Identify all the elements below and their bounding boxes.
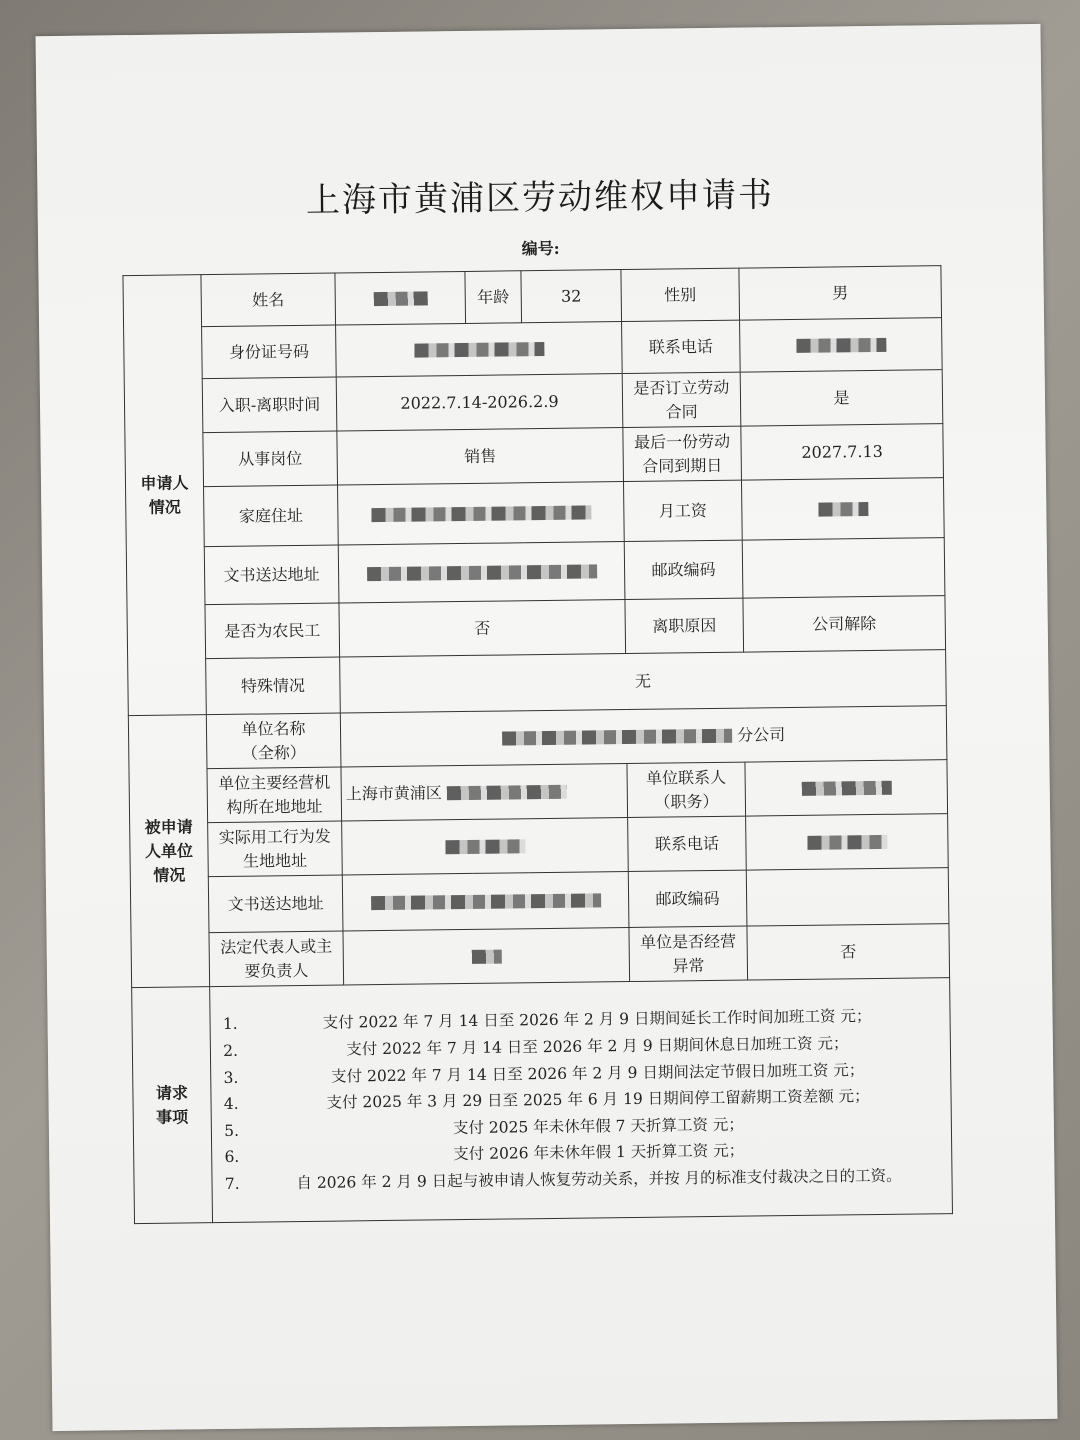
claims-cell (210, 978, 953, 1223)
redacted-respondent-service-address (371, 893, 601, 910)
document-page (36, 24, 1058, 1431)
name-value (335, 271, 466, 325)
unit-name-label: 单位名称 （全称） (206, 713, 341, 769)
business-abnormal-value: 否 (747, 924, 950, 980)
redacted-unit-contact (801, 781, 891, 796)
business-abnormal-label: 单位是否经营异常 (629, 926, 748, 981)
name-label: 姓名 (201, 273, 336, 327)
work-address-value (342, 818, 629, 875)
employment-period-value: 2022.7.14-2026.2.9 (336, 374, 623, 431)
respondent-phone-label: 联系电话 (628, 816, 747, 871)
legal-representative-label: 法定代表人或主要负责人 (209, 931, 344, 987)
position-label: 从事岗位 (203, 431, 338, 487)
respondent-section-label: 被申请 人单位 情况 (128, 715, 209, 988)
claims-section-label: 请求 事项 (132, 987, 213, 1224)
claim-item: 4. 支付 2025 年 3 月 29 日至 2025 年 6 月 19 日期间停工留薪期工资差额 元； (243, 1082, 946, 1117)
respondent-postcode-label: 邮政编码 (628, 870, 747, 927)
resignation-reason-label: 离职原因 (625, 598, 744, 653)
respondent-service-address-label: 文书送达地址 (208, 875, 343, 933)
position-value: 销售 (337, 428, 624, 485)
resignation-reason-value: 公司解除 (743, 596, 946, 652)
redacted-main-address (447, 785, 567, 800)
contract-signed-value: 是 (740, 370, 943, 426)
special-circumstances-label: 特殊情况 (206, 657, 341, 715)
claim-item: 3. 支付 2022 年 7 月 14 日至 2026 年 2 月 9 日期间法定节假日加班工资 元； (243, 1056, 946, 1091)
applicant-phone-value (740, 318, 943, 372)
claim-item: 2. 支付 2022 年 7 月 14 日至 2026 年 2 月 9 日期间休息日加班工资 元； (243, 1029, 946, 1064)
respondent-phone-value (746, 814, 949, 870)
redacted-work-address (445, 839, 525, 854)
gender-label: 性别 (621, 268, 740, 321)
home-address-value (338, 482, 625, 545)
claim-item: 6. 支付 2026 年未休年假 1 天折算工资 元； (244, 1136, 947, 1171)
claim-item: 1. 支付 2022 年 7 月 14 日至 2026 年 2 月 9 日期间延长工作时间加班工资 元； (242, 1002, 945, 1037)
special-circumstances-value: 无 (340, 650, 947, 713)
unit-contact-label: 单位联系人 （职务） (627, 762, 746, 817)
main-address-label: 单位主要经营机构所在地地址 (207, 767, 342, 823)
applicant-section-label: 申请人 情况 (123, 275, 206, 716)
id-number-value (336, 322, 623, 377)
redacted-legal-representative (471, 950, 501, 964)
applicant-phone-label: 联系电话 (622, 320, 741, 373)
claims-list (214, 1002, 947, 1198)
gender-value: 男 (739, 266, 942, 320)
redacted-service-address (367, 564, 597, 581)
age-value: 32 (521, 270, 622, 323)
redacted-id-number (414, 342, 544, 358)
redacted-home-address (371, 505, 591, 522)
legal-representative-value (343, 928, 630, 985)
application-form-table (122, 265, 953, 1224)
redacted-phone (796, 338, 886, 353)
redacted-salary (818, 502, 868, 517)
applicant-service-address-value (338, 542, 625, 603)
redacted-unit-name (502, 729, 732, 746)
unit-contact-value (745, 760, 948, 816)
unit-name-suffix: 分公司 (737, 724, 786, 745)
id-number-label: 身份证号码 (202, 325, 337, 379)
claim-item: 7. 自 2026 年 2 月 9 日起与被申请人恢复劳动关系，并按 月的标准支付裁决之日的工资。 (244, 1162, 947, 1197)
unit-name-value (340, 706, 947, 767)
main-address-prefix: 上海市黄浦区 (345, 782, 442, 803)
redacted-respondent-phone (807, 835, 887, 850)
work-address-label: 实际用工行为发生地地址 (208, 821, 343, 877)
monthly-salary-label: 月工资 (624, 480, 743, 541)
redacted-name (373, 291, 427, 306)
document-title: 上海市黄浦区劳动维权申请书 (305, 175, 775, 221)
respondent-postcode-value (746, 868, 949, 926)
migrant-worker-value: 否 (339, 600, 626, 657)
home-address-label: 家庭住址 (204, 485, 339, 547)
contract-signed-label: 是否订立劳动合同 (622, 372, 741, 427)
claim-item: 5. 支付 2025 年未休年假 7 天折算工资 元； (244, 1109, 947, 1144)
serial-number-label: 编号: (521, 238, 560, 259)
migrant-worker-label: 是否为农民工 (205, 603, 340, 659)
age-label: 年龄 (465, 271, 522, 324)
applicant-postcode-label: 邮政编码 (624, 540, 743, 599)
main-address-value (341, 764, 628, 821)
contract-expiry-label: 最后一份劳动合同到期日 (623, 426, 742, 481)
respondent-service-address-value (342, 872, 629, 931)
monthly-salary-value (741, 478, 944, 540)
applicant-postcode-value (742, 538, 945, 598)
applicant-service-address-label: 文书送达地址 (204, 545, 339, 605)
employment-period-label: 入职-离职时间 (202, 377, 337, 433)
contract-expiry-value: 2027.7.13 (741, 424, 944, 480)
